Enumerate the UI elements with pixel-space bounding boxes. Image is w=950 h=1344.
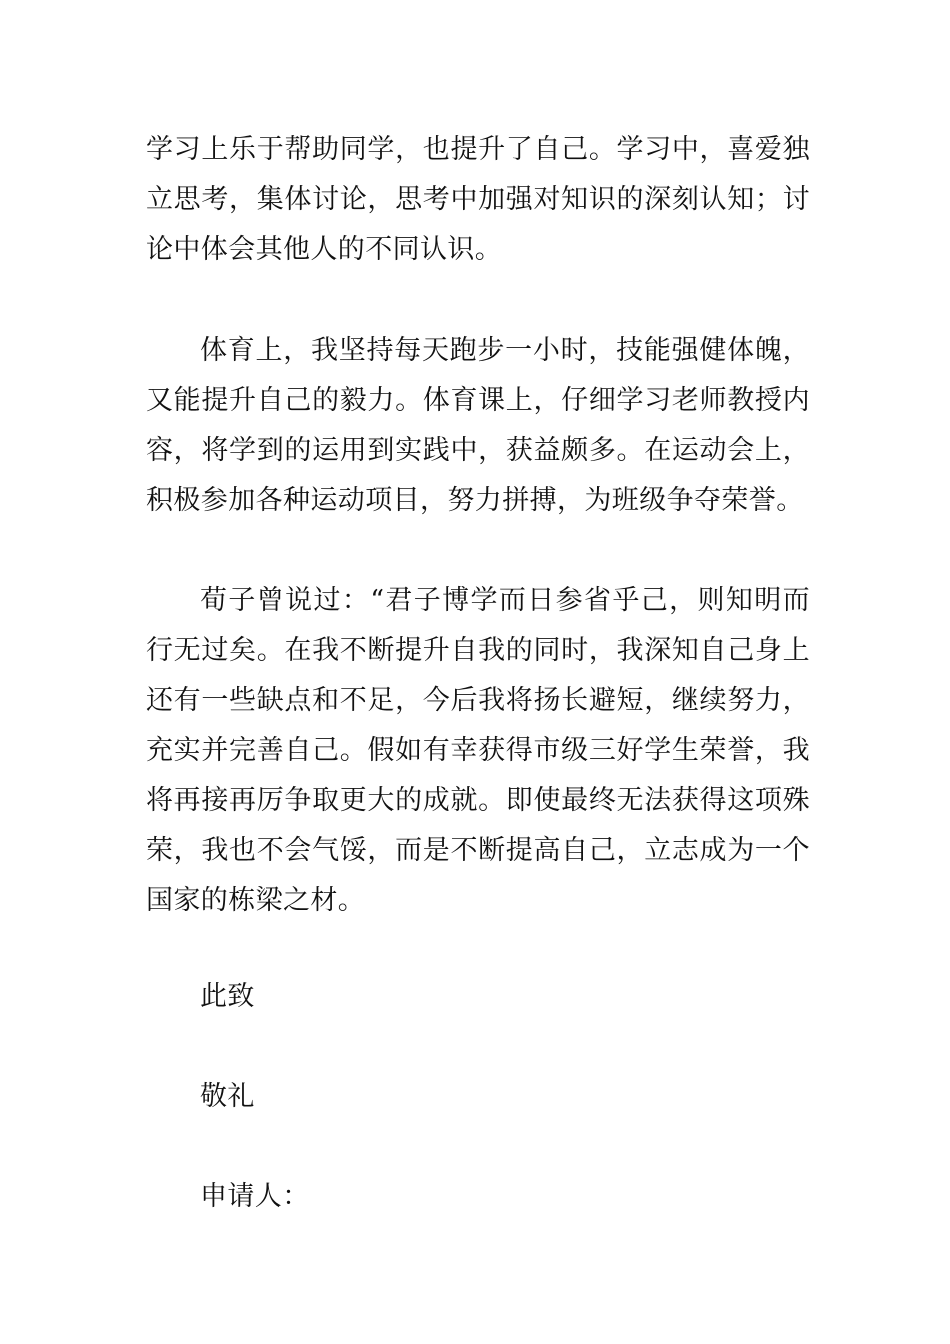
closing-text: 此致 <box>200 981 255 1012</box>
paragraph-conclusion: 荀子曾说过：“君子博学而日参省乎己，则知明而行无过矣。在我不断提升自我的同时，我深知自己身上还有一些缺点和不足，今后我将扬长避短，继续努力，充实并完善自己。假如有幸获得市级三好学生荣誉，我将再接再厉争取更大的成就。即使最终无法获得这项殊荣，我也不会气馁，而是不断提高自己，立志成为一个国家的栋梁之材。 <box>146 585 810 916</box>
paragraph-sports: 体育上，我坚持每天跑步一小时，技能强健体魄，又能提升自己的毅力。体育课上，仔细学习老师教授内容，将学到的运用到实践中，获益颇多。在运动会上，积极参加各种运动项目，努力拼搏，为班级争夺荣誉。 <box>146 335 810 516</box>
salutation-text: 敬礼 <box>200 1081 255 1112</box>
signature-label: 申请人： <box>200 1181 310 1212</box>
paragraph-study: 学习上乐于帮助同学，也提升了自己。学习中，喜爱独立思考，集体讨论，思考中加强对知识的深刻认知；讨论中体会其他人的不同认识。 <box>146 134 810 265</box>
